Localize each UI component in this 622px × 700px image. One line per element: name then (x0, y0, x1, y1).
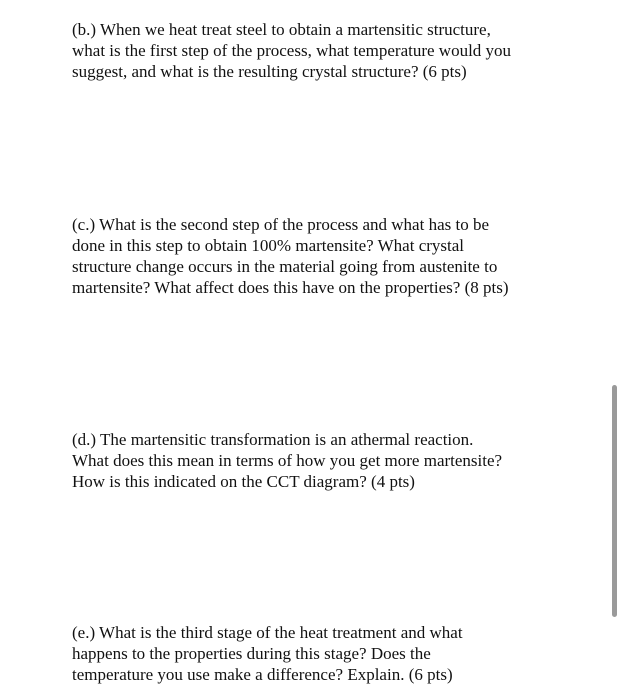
question-d (72, 429, 572, 492)
question-c-line-2: done in this step to obtain 100% martensite? What crystal (72, 236, 465, 255)
question-b (72, 19, 572, 82)
question-c-line-4: martensite? What affect does this have on the properties? (8 pts) (72, 278, 509, 297)
question-d-line-2: What does this mean in terms of how you get more martensite? (72, 451, 503, 470)
question-e-line-1: (e.) What is the third stage of the heat treatment and what (72, 623, 463, 642)
question-c (72, 214, 572, 298)
question-b-line-2: what is the first step of the process, what temperature would you (72, 41, 512, 60)
question-e-line-3: temperature you use make a difference? Explain. (6 pts) (72, 665, 453, 684)
question-b-line-1: (b.) When we heat treat steel to obtain a martensitic structure, (72, 20, 491, 39)
question-e-line-2: happens to the properties during this stage? Does the (72, 644, 431, 663)
question-d-line-1: (d.) The martensitic transformation is an athermal reaction. (72, 430, 474, 449)
question-e (72, 622, 572, 685)
vertical-scrollbar[interactable] (610, 0, 620, 700)
question-b-line-3: suggest, and what is the resulting crystal structure? (6 pts) (72, 62, 467, 81)
question-c-line-3: structure change occurs in the material going from austenite to (72, 257, 498, 276)
question-c-line-1: (c.) What is the second step of the process and what has to be (72, 215, 490, 234)
scrollbar-thumb[interactable] (612, 385, 617, 617)
question-d-line-3: How is this indicated on the CCT diagram? (4 pts) (72, 472, 415, 491)
